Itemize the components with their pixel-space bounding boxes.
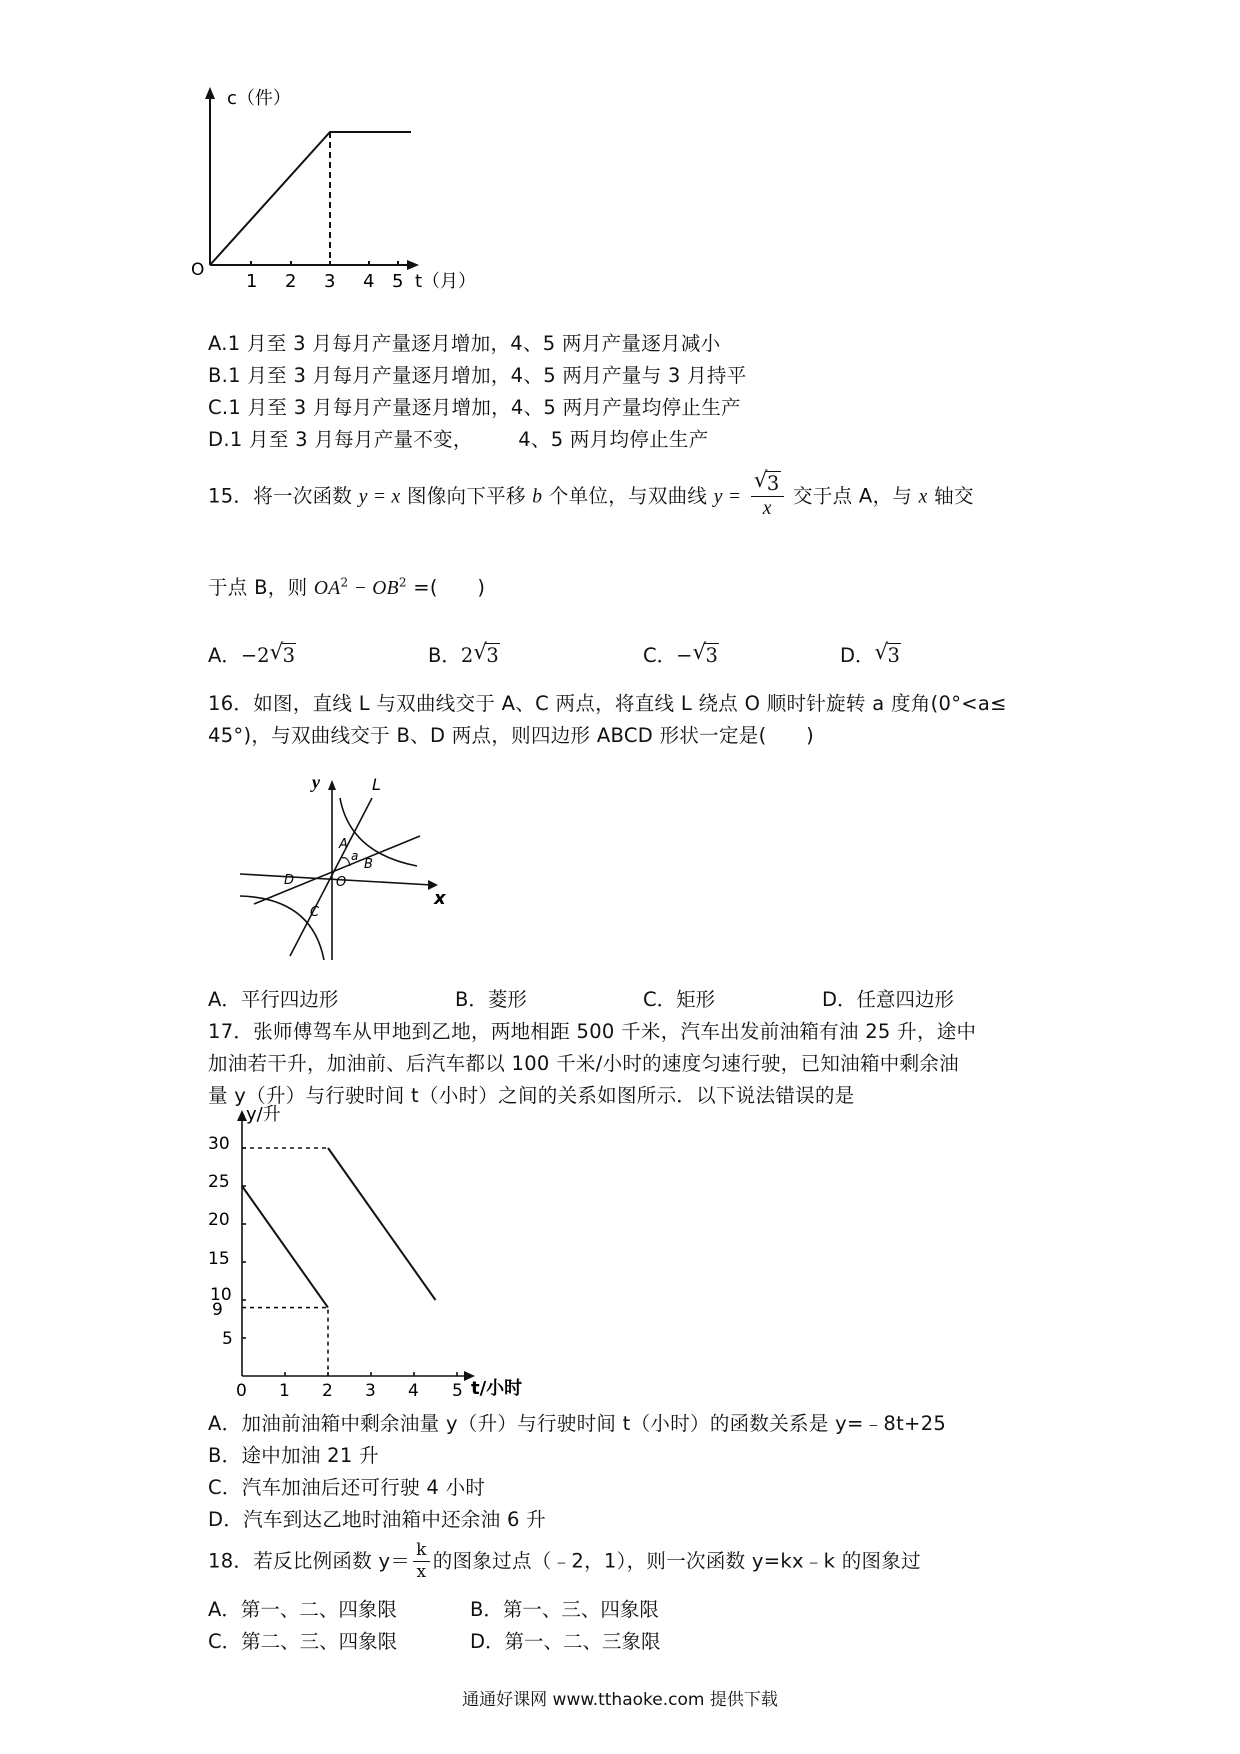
q16-option-a: A．平行四边形 bbox=[208, 988, 339, 1011]
q15-x-variable: x bbox=[918, 486, 928, 508]
y-tick-label-9: 9 bbox=[212, 1300, 223, 1320]
dashed-guide-refuel bbox=[242, 1308, 328, 1376]
q16-stem-line1: 16．如图，直线 L 与双曲线交于 A、C 两点，将直线 L 绕点 O 顺时针旋转 a 度角(0°<a≤ bbox=[208, 692, 1007, 715]
q15-eq-lhs: y = bbox=[713, 486, 742, 508]
y-tick-label: 25 bbox=[208, 1172, 230, 1192]
fuel-line-after-refuel bbox=[328, 1148, 436, 1300]
x-tick-label: 3 bbox=[365, 1381, 376, 1401]
x-tick-label: 3 bbox=[324, 271, 336, 292]
q17-option-c: C．汽车加油后还可行驶 4 小时 bbox=[208, 1476, 486, 1499]
q18-option-a: A．第一、二、四象限 bbox=[208, 1598, 397, 1621]
x-tick-label: 5 bbox=[452, 1381, 463, 1401]
q14-option-a: A.1 月至 3 月每月产量逐月增加，4、5 两月产量逐月减小 bbox=[208, 332, 721, 355]
x-tick-label: 4 bbox=[363, 271, 375, 292]
q18-stem bbox=[208, 1540, 921, 1584]
q17-stem-line3: 量 y（升）与行驶时间 t（小时）之间的关系如图所示．以下说法错误的是 bbox=[208, 1084, 855, 1107]
B-label: B bbox=[364, 857, 373, 872]
q15-option-a: A．−2 √ 3 bbox=[208, 640, 296, 667]
y-axis-arrow bbox=[205, 87, 215, 99]
q15-text: 15．将一次函数 bbox=[208, 484, 353, 508]
sqrt-symbol: √ 3 bbox=[473, 640, 499, 667]
q15-stem-line2 bbox=[208, 572, 485, 600]
x-axis-label: t/小时 bbox=[471, 1378, 523, 1399]
sqrt-symbol: √ 3 bbox=[753, 468, 780, 495]
L-label: L bbox=[372, 775, 381, 794]
O-label: O bbox=[336, 875, 347, 890]
C-label: C bbox=[310, 905, 320, 920]
q17-option-d: D．汽车到达乙地时油箱中还余油 6 升 bbox=[208, 1508, 547, 1531]
y-tick-label: 15 bbox=[208, 1249, 230, 1269]
q16-option-d: D．任意四边形 bbox=[822, 988, 955, 1011]
q15-sup: 2 bbox=[398, 575, 407, 590]
q14-production-chart bbox=[191, 85, 505, 325]
q18-fraction: $\frac{k}{x}$ bbox=[413, 1540, 430, 1584]
x-tick-label: 5 bbox=[392, 271, 404, 292]
q15-stem-line1 bbox=[208, 468, 974, 522]
q16-option-c: C．矩形 bbox=[643, 988, 716, 1011]
q15-sup: 2 bbox=[340, 575, 349, 590]
q18-text: 的图象过点（﹣2，1），则一次函数 y=kx﹣k 的图象过 bbox=[432, 1549, 921, 1573]
q14-option-d: D.1 月至 3 月每月产量不变， 4、5 两月均停止生产 bbox=[208, 428, 709, 451]
q15-text: 图像向下平移 bbox=[406, 484, 526, 508]
x-tick-label: 1 bbox=[279, 1381, 290, 1401]
q15-option-d: D． √ 3 bbox=[840, 640, 900, 667]
q16-option-b: B．菱形 bbox=[455, 988, 527, 1011]
q15-option-b: B．2 √ 3 bbox=[428, 640, 499, 667]
q15-frac-den: x bbox=[762, 498, 772, 520]
x-axis-label: t（月） bbox=[415, 271, 477, 292]
q17-option-b: B．途中加油 21 升 bbox=[208, 1444, 379, 1467]
sqrt-symbol: √ 3 bbox=[692, 640, 718, 667]
rotated-line bbox=[254, 836, 420, 904]
q15-hyperbola-fraction bbox=[751, 468, 784, 522]
x-label: x bbox=[434, 888, 446, 909]
x-tick-label: 2 bbox=[322, 1381, 333, 1401]
y-tick-label: 30 bbox=[208, 1134, 230, 1154]
q15-text: 轴交 bbox=[934, 484, 974, 508]
y-axis-label: c（件） bbox=[227, 88, 291, 109]
y-tick-label: 5 bbox=[222, 1329, 233, 1349]
fuel-line-before-refuel bbox=[242, 1186, 328, 1308]
q15-text: 交于点 A，与 bbox=[793, 484, 913, 508]
x-tick-label: 0 bbox=[236, 1381, 247, 1401]
y-axis-arrow bbox=[328, 780, 336, 790]
x-axis-arrow bbox=[407, 260, 419, 270]
q15-expr-ob: − OB bbox=[348, 578, 399, 599]
q17-fuel-chart bbox=[200, 1104, 540, 1404]
y-tick-label: 20 bbox=[208, 1210, 230, 1230]
x-tick-label: 4 bbox=[408, 1381, 419, 1401]
x-tick-label: 2 bbox=[285, 271, 297, 292]
q14-option-b: B.1 月至 3 月每月产量逐月增加，4、5 两月产量与 3 月持平 bbox=[208, 364, 747, 387]
q16-stem-line2: 45°)，与双曲线交于 B、D 两点，则四边形 ABCD 形状一定是( ) bbox=[208, 724, 814, 747]
D-label: D bbox=[284, 873, 295, 888]
q16-hyperbola-figure bbox=[232, 768, 462, 968]
sqrt-symbol: √ 3 bbox=[874, 640, 900, 667]
q15-answer-blank: =( ) bbox=[413, 576, 486, 599]
q17-stem-line2: 加油若干升，加油前、后汽车都以 100 千米/小时的速度匀速行驶，已知油箱中剩余油 bbox=[208, 1052, 959, 1075]
origin-label: O bbox=[191, 260, 205, 280]
y-label: y bbox=[312, 772, 320, 792]
q17-stem-line1: 17．张师傅驾车从甲地到乙地，两地相距 500 千米，汽车出发前油箱有油 25 升，途中 bbox=[208, 1020, 977, 1043]
a-label: a bbox=[351, 849, 359, 863]
q14-option-c: C.1 月至 3 月每月产量逐月增加，4、5 两月产量均停止生产 bbox=[208, 396, 741, 419]
q15-b-variable: b bbox=[532, 486, 543, 508]
q18-option-b: B．第一、三、四象限 bbox=[470, 1598, 659, 1621]
y-tick-label: 10 bbox=[210, 1285, 232, 1305]
page-footer: 通通好课网 www.tthaoke.com 提供下载 bbox=[462, 1690, 778, 1710]
sqrt-symbol: √ 3 bbox=[269, 640, 296, 667]
production-line bbox=[210, 132, 411, 265]
y-axis-label: y/升 bbox=[246, 1104, 281, 1125]
q18-option-c: C．第二、三、四象限 bbox=[208, 1630, 398, 1653]
x-tick-label: 1 bbox=[246, 271, 258, 292]
q15-eq-y-equals-x: y = x bbox=[358, 486, 401, 508]
q15-expr-oa: OA bbox=[313, 578, 341, 599]
A-label: A bbox=[339, 837, 348, 852]
q18-option-d: D．第一、二、三象限 bbox=[470, 1630, 661, 1653]
q18-text: 18．若反比例函数 y＝ bbox=[208, 1549, 411, 1573]
q15-text: 个单位，与双曲线 bbox=[548, 484, 708, 508]
q17-option-a: A．加油前油箱中剩余油量 y（升）与行驶时间 t（小时）的函数关系是 y=﹣8t+25 bbox=[208, 1412, 947, 1435]
q15-option-c: C．− √ 3 bbox=[643, 640, 718, 667]
q15-text: 于点 B，则 bbox=[208, 576, 308, 599]
